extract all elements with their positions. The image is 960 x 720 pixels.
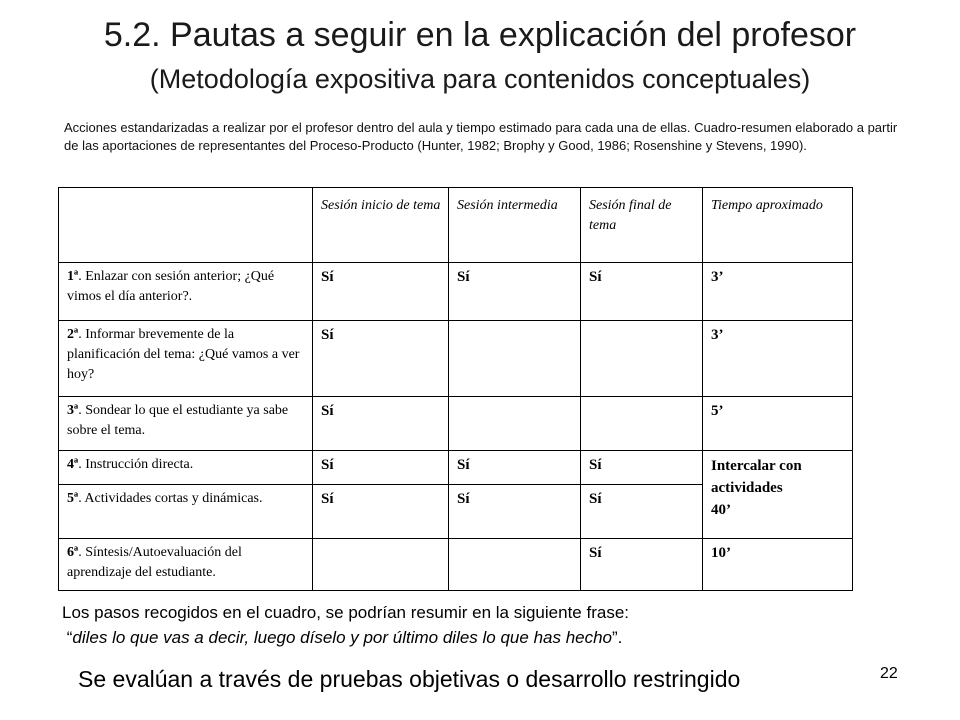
summary-text [62,600,902,650]
step-number: 5ª [67,491,79,506]
cell-final: Sí [581,451,703,485]
tiempo-merged-line: 40’ [711,502,731,518]
row-label [59,397,313,451]
summary-quote-line [62,625,902,650]
cell-inicio: Sí [313,451,449,485]
table-row [59,451,853,485]
step-number: 2ª [67,327,79,342]
page-subtitle: (Metodología expositiva para contenidos conceptuales) [149,64,811,94]
step-number: 3ª [67,403,79,418]
cell-intermedia: Sí [449,451,581,485]
row-label [59,539,313,591]
steps-table [58,187,853,591]
cell-final: Sí [581,263,703,321]
cell-tiempo: 3’ [703,321,853,397]
step-number: 4ª [67,457,79,472]
cell-inicio: Sí [313,485,449,539]
table-row [59,539,853,591]
cell-inicio: Sí [313,321,449,397]
col-header-tiempo: Tiempo aproximado [703,188,853,263]
table-row [59,397,853,451]
table-row [59,321,853,397]
cell-tiempo: 5’ [703,397,853,451]
row-label [59,451,313,485]
cell-final: Sí [581,539,703,591]
step-text: . Síntesis/Autoevaluación del aprendizaje del estudiante. [67,545,242,580]
cell-inicio: Sí [313,397,449,451]
intro-paragraph: Acciones estandarizadas a realizar por el profesor dentro del aula y tiempo estimado para cada una de ellas. Cuadro-resumen elaborado a partir de las aportaciones de representantes del Proceso-Producto (Hunter, 1982; Brophy y Good, 1986; Rosenshine y Stevens, 1990). [64,120,898,153]
row-label [59,321,313,397]
cell-tiempo: 10’ [703,539,853,591]
step-number: 6ª [67,545,79,560]
quote-open: “ [66,628,73,647]
row-label [59,263,313,321]
row-label [59,485,313,539]
evaluation-note: Se evalúan a través de pruebas objetivas o desarrollo restringido [78,666,741,692]
cell-tiempo: 3’ [703,263,853,321]
cell-final [581,321,703,397]
summary-line: Los pasos recogidos en el cuadro, se podrían resumir en la siguiente frase: [62,603,629,622]
summary-quote: diles lo que vas a decir, luego díselo y por último diles lo que has hecho [72,628,613,647]
table-row [59,263,853,321]
cell-inicio: Sí [313,263,449,321]
step-number: 1ª [67,269,79,284]
quote-close: ”. [612,628,623,647]
step-text: . Actividades cortas y dinámicas. [78,491,263,506]
cell-intermedia [449,321,581,397]
table-corner-cell [59,188,313,263]
cell-intermedia [449,539,581,591]
step-text: . Informar brevemente de la planificación del tema: ¿Qué vamos a ver hoy? [67,327,300,382]
step-text: . Instrucción directa. [78,457,194,472]
cell-intermedia: Sí [449,263,581,321]
step-text: . Sondear lo que el estudiante ya sabe sobre el tema. [67,403,289,438]
cell-final: Sí [581,485,703,539]
table-header-row [59,188,853,263]
cell-tiempo-merged [703,451,853,539]
cell-intermedia: Sí [449,485,581,539]
col-header-final: Sesión final de tema [581,188,703,263]
cell-inicio [313,539,449,591]
tiempo-merged-line: actividades [711,480,783,496]
tiempo-merged-line: Intercalar con [711,458,802,474]
cell-intermedia [449,397,581,451]
col-header-intermedia: Sesión intermedia [449,188,581,263]
page-title: 5.2. Pautas a seguir en la explicación del profesor [103,16,857,54]
col-header-inicio: Sesión inicio de tema [313,188,449,263]
step-text: . Enlazar con sesión anterior; ¿Qué vimos el día anterior?. [67,269,275,304]
cell-final [581,397,703,451]
page-number: 22 [880,665,898,682]
